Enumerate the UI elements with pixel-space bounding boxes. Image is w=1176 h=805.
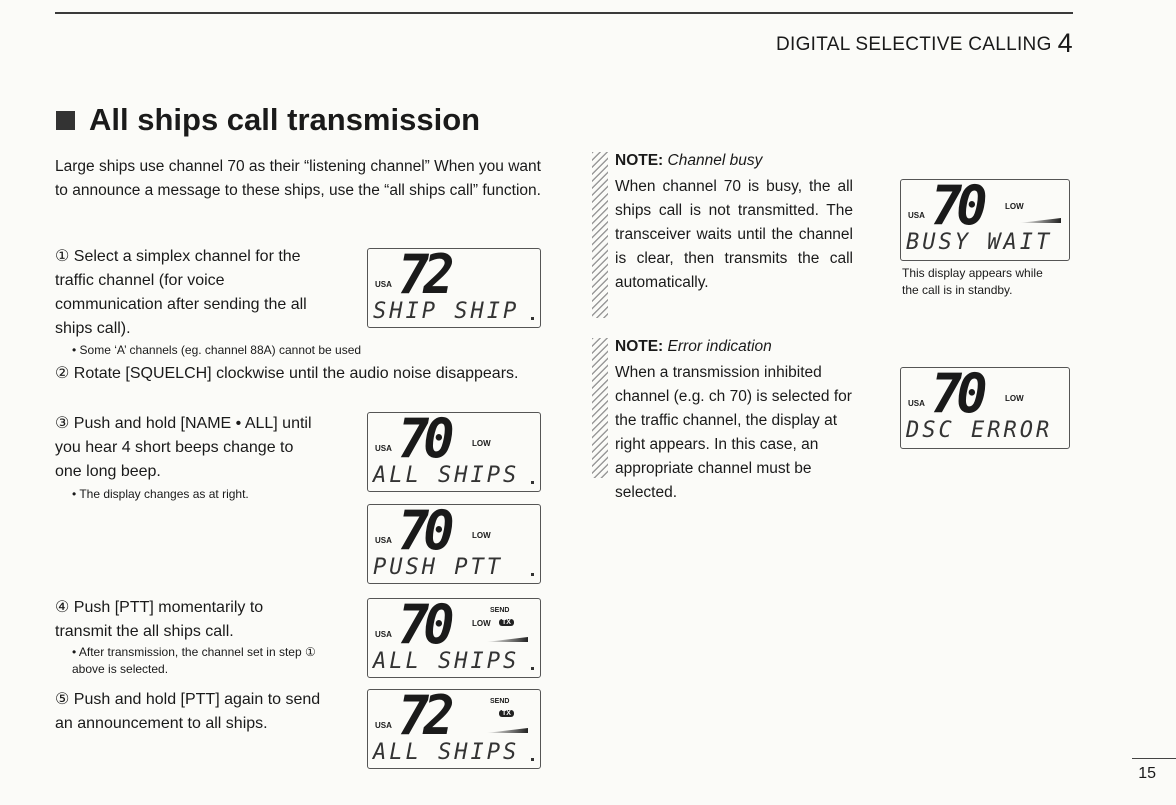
channel-number: 70 (931, 174, 982, 238)
note1-title (615, 152, 762, 170)
channel-number: 70 (931, 362, 982, 426)
low-power-indicator: LOW (1005, 394, 1024, 403)
top-rule (55, 12, 1073, 14)
signal-bar-icon (1019, 218, 1061, 223)
page-number: 15 (1138, 765, 1156, 782)
step-3-note: • The display changes as at right. (72, 487, 249, 501)
lcd-dot (531, 317, 534, 320)
lcd-text: ALL SHIPS (373, 740, 520, 765)
note2-heading: Error indication (667, 338, 772, 355)
low-power-indicator: LOW (472, 439, 491, 448)
lcd-dot (531, 667, 534, 670)
lcd-text: ALL SHIPS (373, 649, 520, 674)
step-4: ④ Push [PTT] momentarily to transmit the all ships call. (55, 599, 264, 640)
note-hatch-bar (592, 152, 608, 318)
channel-number: 72 (398, 684, 449, 748)
usa-indicator: USA (375, 630, 392, 639)
channel-number: 72 (398, 243, 449, 307)
usa-indicator: USA (908, 399, 925, 408)
low-power-indicator: LOW (472, 619, 491, 628)
usa-indicator: USA (375, 444, 392, 453)
lcd-display-all-ships-send (367, 593, 541, 678)
chapter-number: 4 (1057, 28, 1073, 58)
note1-body: When channel 70 is busy, the all ships call is not transmitted. The transceiver waits until the channel is clear, then transmits the call automatically. (615, 178, 853, 291)
lcd-display-busy-wait (900, 174, 1070, 261)
lcd-display-all-ships-send-72 (367, 684, 541, 769)
note2-title (615, 338, 772, 356)
step-5: ⑤ Push and hold [PTT] again to send an announcement to all ships. (55, 691, 321, 732)
signal-bar-icon (486, 728, 528, 733)
step-1: ① Select a simplex channel for the traffic channel (for voice communication after sending the all ships call). (55, 248, 307, 337)
note1-heading: Channel busy (667, 152, 763, 169)
page-number-rule (1132, 758, 1176, 759)
send-indicator: SEND (490, 607, 510, 614)
step-3: ③ Push and hold [NAME • ALL] until you hear 4 short beeps change to one long beep. (55, 415, 312, 480)
tx-indicator: TX (499, 619, 514, 626)
note-hatch-bar (592, 338, 608, 478)
step-1-note: • Some ‘A’ channels (eg. channel 88A) cannot be used (72, 343, 362, 357)
lcd-display-dsc-error (900, 362, 1070, 449)
intro-paragraph: Large ships use channel 70 as their “listening channel” When you want to announce a message to these ships, use the “all ships call” function. (55, 158, 541, 199)
channel-number: 70 (398, 499, 449, 563)
channel-number: 70 (398, 407, 449, 471)
lcd-text: DSC ERROR (906, 418, 1053, 443)
note1-caption: This display appears while the call is in standby. (902, 266, 1043, 297)
lcd-dot (531, 573, 534, 576)
note2-body-text: When a transmission inhibited channel (e.g. ch 70) is selected for the traffic channel, the display at right appears. In this case, an appropriate channel must be selected. (615, 364, 852, 501)
step-4-note: • After transmission, the channel set in step ① above is selected. (72, 645, 316, 676)
lcd-text: ALL SHIPS (373, 463, 520, 488)
lcd-dot (531, 758, 534, 761)
lcd-display-all-ships (367, 407, 541, 492)
usa-indicator: USA (375, 280, 392, 289)
lcd-text: PUSH PTT (373, 555, 503, 580)
send-indicator: SEND (490, 698, 510, 705)
tx-indicator: TX (499, 710, 514, 717)
usa-indicator: USA (375, 721, 392, 730)
channel-number: 70 (398, 593, 449, 657)
step-2: ② Rotate [SQUELCH] clockwise until the audio noise disappears. (55, 365, 519, 382)
lcd-text: BUSY WAIT (906, 230, 1053, 255)
low-power-indicator: LOW (472, 531, 491, 540)
lcd-display-ship-ship (367, 243, 541, 328)
low-power-indicator: LOW (1005, 202, 1024, 211)
usa-indicator: USA (908, 211, 925, 220)
note2-prefix: NOTE: (615, 338, 664, 355)
signal-bar-icon (486, 637, 528, 642)
page-header (776, 28, 1073, 59)
lcd-text: SHIP SHIP (373, 299, 520, 324)
note1-prefix: NOTE: (615, 152, 664, 169)
bullet-square-icon (56, 111, 75, 130)
usa-indicator: USA (375, 536, 392, 545)
section-title-text: All ships call transmission (89, 102, 481, 137)
lcd-display-push-ptt (367, 499, 541, 584)
section-title (56, 102, 480, 138)
header-title: DIGITAL SELECTIVE CALLING (775, 34, 1052, 55)
lcd-dot (531, 481, 534, 484)
